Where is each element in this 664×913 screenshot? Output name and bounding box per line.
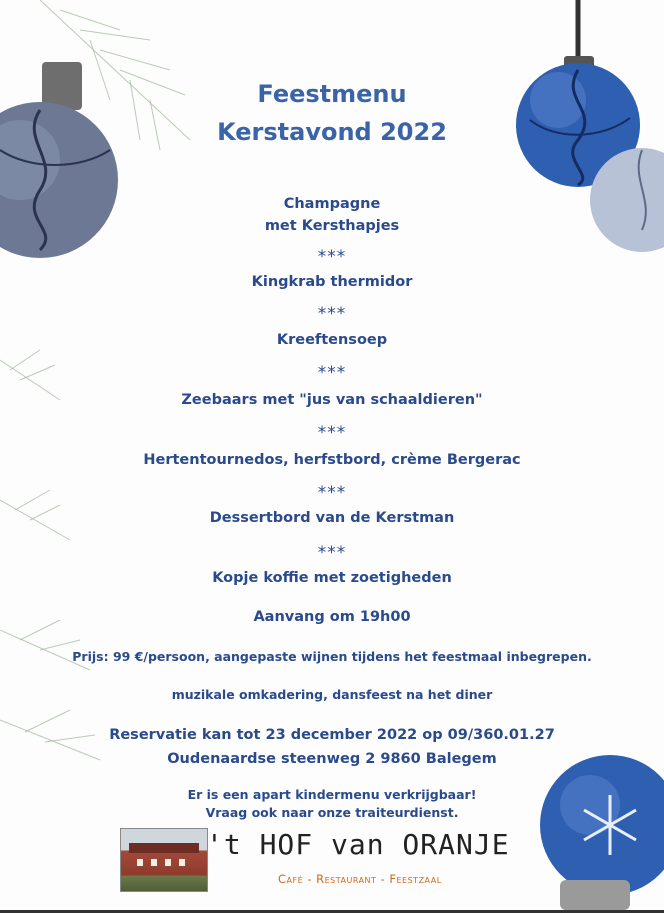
- catering-info: Vraag ook naar onze traiteurdienst.: [205, 805, 459, 820]
- course-dessertbord: Dessertbord van de Kerstman: [209, 510, 455, 526]
- price-info: Prijs: 99 €/persoon, aangepaste wijnen tijdens het feestmaal inbegrepen.: [72, 649, 592, 664]
- address: Oudenaardse steenweg 2 9860 Balegem: [167, 751, 497, 767]
- course-koffie: Kopje koffie met zoetigheden: [212, 570, 452, 586]
- course-kersthapjes: met Kersthapjes: [264, 218, 400, 234]
- course-kingkrab: Kingkrab thermidor: [251, 274, 413, 290]
- restaurant-logo-subtitle: Café - Restaurant - Feestzaal: [278, 872, 442, 886]
- separator-3: ***: [317, 363, 347, 383]
- course-hertentournedos: Hertentournedos, herfstbord, crème Bergerac: [143, 452, 521, 468]
- restaurant-logo-name: 't HOF van ORANJE: [206, 828, 510, 861]
- kids-menu-info: Er is een apart kindermenu verkrijgbaar!: [187, 787, 477, 802]
- separator-6: ***: [317, 543, 347, 563]
- start-time: Aanvang om 19h00: [253, 609, 411, 625]
- course-kreeftensoep: Kreeftensoep: [276, 332, 388, 348]
- entertainment-info: muzikale omkadering, dansfeest na het diner: [171, 687, 493, 702]
- menu-title-line1: Feestmenu: [257, 80, 407, 108]
- separator-5: ***: [317, 483, 347, 503]
- menu-title-line2: Kerstavond 2022: [217, 118, 447, 146]
- course-zeebaars: Zeebaars met "jus van schaaldieren": [181, 392, 483, 408]
- course-champagne: Champagne: [283, 196, 381, 212]
- separator-1: ***: [317, 247, 347, 267]
- reservation-info: Reservatie kan tot 23 december 2022 op 09/360.01.27: [109, 727, 555, 743]
- separator-4: ***: [317, 423, 347, 443]
- separator-2: ***: [317, 304, 347, 324]
- restaurant-photo: [120, 828, 208, 892]
